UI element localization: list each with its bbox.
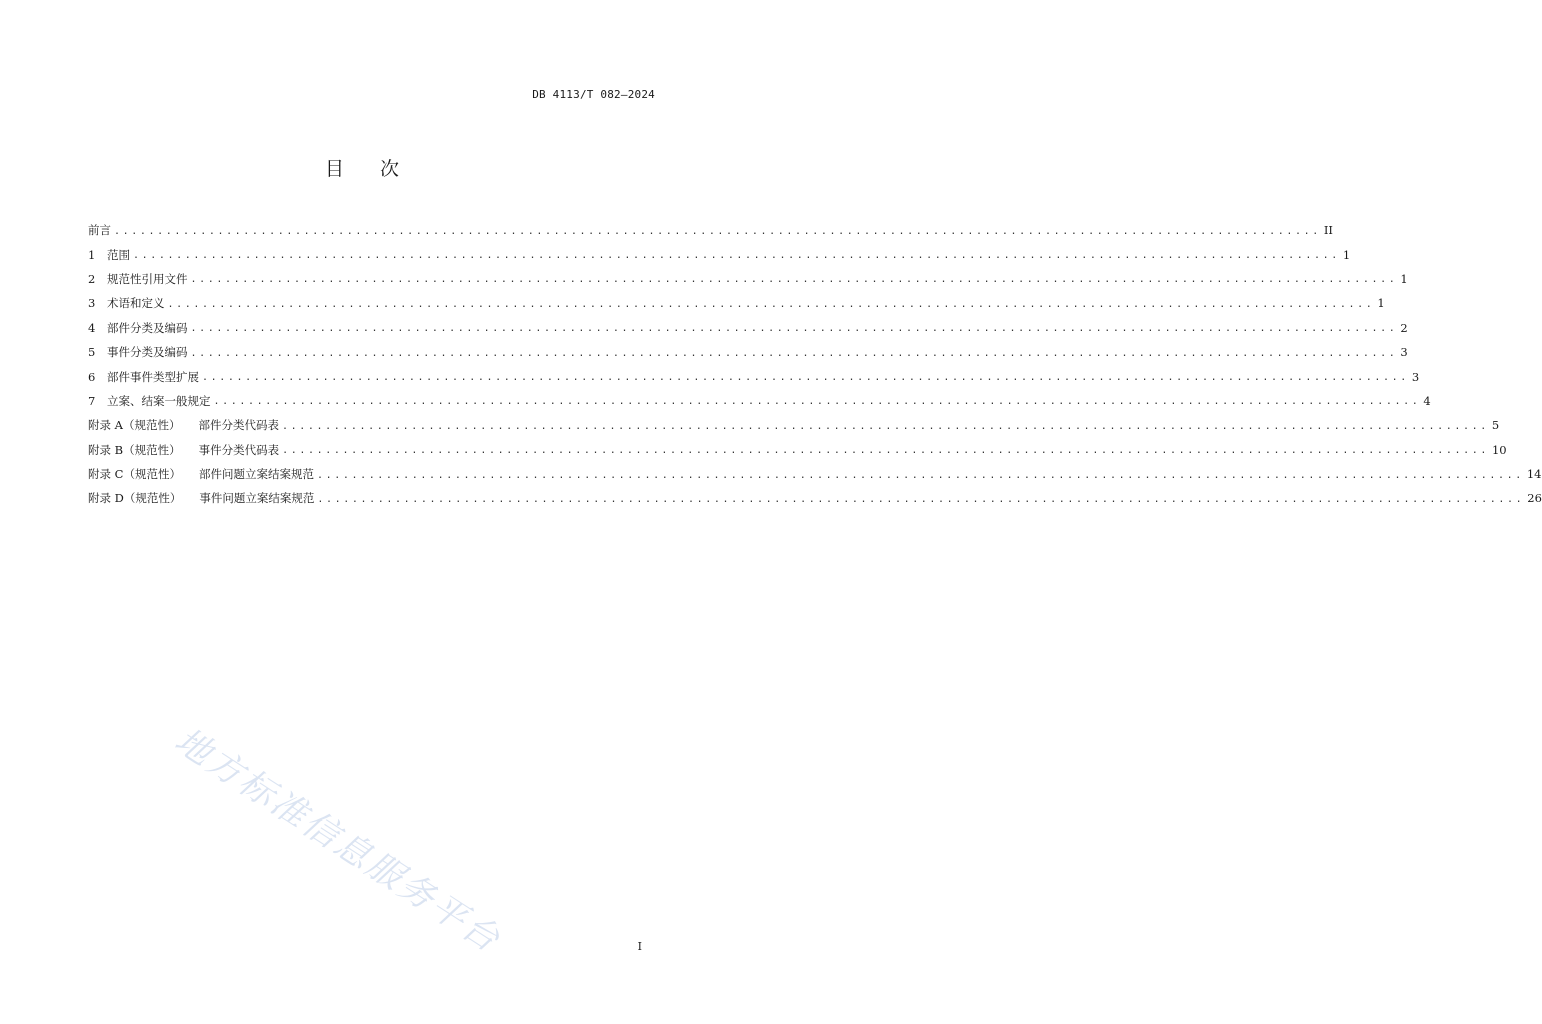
toc-entry[interactable]: [88, 291, 1385, 315]
toc-leader-dots: ............................................................................................................................................: [316, 469, 1524, 481]
toc-entry-number: 5: [88, 345, 96, 360]
toc-entry-page: 14: [1526, 467, 1542, 482]
toc-entry-page: 3: [1400, 345, 1408, 360]
toc-entry-appendix-title: 事件分类代码表: [198, 442, 280, 457]
toc-entry[interactable]: [88, 438, 1507, 462]
toc-entry-page: 3: [1411, 369, 1420, 384]
standard-code: DB 4113/T 082—2024: [532, 88, 655, 101]
toc-entry-label: [88, 442, 279, 458]
toc-entry[interactable]: [88, 218, 1333, 242]
toc-leader-dots: ............................................................................................................................................: [190, 323, 1398, 335]
toc-leader-dots: ............................................................................................................................................: [167, 298, 1375, 310]
toc-entry-appendix-title: 部件问题立案结案规范: [198, 467, 314, 482]
title-char-left: 目: [324, 158, 344, 180]
toc-entry-number: 1: [88, 247, 96, 262]
toc-entry[interactable]: [88, 413, 1500, 437]
toc-entry[interactable]: [88, 486, 1542, 510]
toc-entry-label: [88, 466, 314, 482]
toc-entry[interactable]: [88, 389, 1431, 413]
toc-entry-page: 2: [1400, 320, 1408, 335]
toc-leader-dots: ............................................................................................................................................: [317, 493, 1525, 505]
toc-entry-title: 立案、结案一般规定: [107, 393, 211, 408]
toc-leader-dots: ............................................................................................................................................: [213, 396, 1421, 408]
toc-entry[interactable]: [88, 462, 1542, 486]
title-char-right: 次: [380, 158, 400, 180]
toc-entry-number: 6: [88, 369, 96, 384]
page-number: I: [637, 940, 642, 953]
toc-entry-page: II: [1323, 223, 1333, 238]
toc-entry-label: [88, 344, 188, 360]
toc-leader-dots: ............................................................................................................................................: [281, 420, 1489, 432]
toc-entry-appendix-title: 事件问题立案结案规范: [199, 491, 315, 506]
toc-leader-dots: ............................................................................................................................................: [133, 250, 1340, 262]
toc-entry-label: [88, 295, 165, 311]
toc-entry-number: 2: [88, 271, 96, 286]
toc-entry[interactable]: [88, 316, 1408, 340]
toc-entry-title: 范围: [107, 247, 130, 262]
table-of-contents: [88, 218, 1542, 511]
toc-entry-page: 5: [1491, 418, 1500, 433]
toc-entry-number: 4: [88, 320, 96, 335]
toc-entry-title: 规范性引用文件: [107, 271, 188, 286]
toc-entry-number: 3: [88, 296, 96, 311]
toc-entry-title: 前言: [88, 223, 111, 238]
toc-entry-page: 26: [1527, 491, 1542, 506]
toc-entry[interactable]: [88, 340, 1408, 364]
toc-entry-label: [88, 271, 188, 287]
toc-entry-page: 10: [1491, 442, 1507, 457]
toc-entry-title: 附录 C（规范性）: [88, 467, 181, 482]
watermark: 地方标准信息服务平台: [167, 720, 508, 962]
toc-entry-title: 附录 D（规范性）: [88, 491, 182, 506]
toc-entry-title: 事件分类及编码: [107, 345, 188, 360]
toc-entry-title: 部件事件类型扩展: [107, 369, 199, 384]
toc-entry-page: 1: [1400, 271, 1408, 286]
toc-entry-label: [88, 369, 199, 385]
toc-entry[interactable]: [88, 242, 1351, 266]
toc-entry[interactable]: [88, 267, 1408, 291]
toc-entry-appendix-title: 部件分类代码表: [198, 418, 279, 433]
toc-entry-label: [88, 222, 111, 238]
toc-leader-dots: ............................................................................................................................................: [190, 274, 1398, 286]
toc-entry-title: 术语和定义: [107, 296, 165, 311]
toc-entry-number: 7: [88, 393, 96, 408]
toc-entry-page: 4: [1423, 393, 1431, 408]
toc-entry-label: [88, 320, 188, 336]
toc-entry-title: 附录 A（规范性）: [88, 418, 181, 433]
toc-entry-title: 部件分类及编码: [107, 320, 188, 335]
toc-leader-dots: ............................................................................................................................................: [282, 445, 1489, 457]
toc-entry[interactable]: [88, 364, 1420, 388]
toc-entry-title: 附录 B（规范性）: [88, 442, 181, 457]
toc-leader-dots: ............................................................................................................................................: [202, 372, 1409, 384]
toc-leader-dots: ............................................................................................................................................: [114, 225, 1321, 237]
toc-entry-page: 1: [1342, 247, 1351, 262]
toc-entry-label: [88, 417, 279, 433]
toc-entry-label: [88, 490, 314, 506]
toc-leader-dots: ............................................................................................................................................: [190, 347, 1398, 359]
toc-entry-label: [88, 247, 130, 263]
page-title: [0, 154, 724, 181]
toc-entry-page: 1: [1377, 296, 1385, 311]
toc-entry-label: [88, 393, 211, 409]
